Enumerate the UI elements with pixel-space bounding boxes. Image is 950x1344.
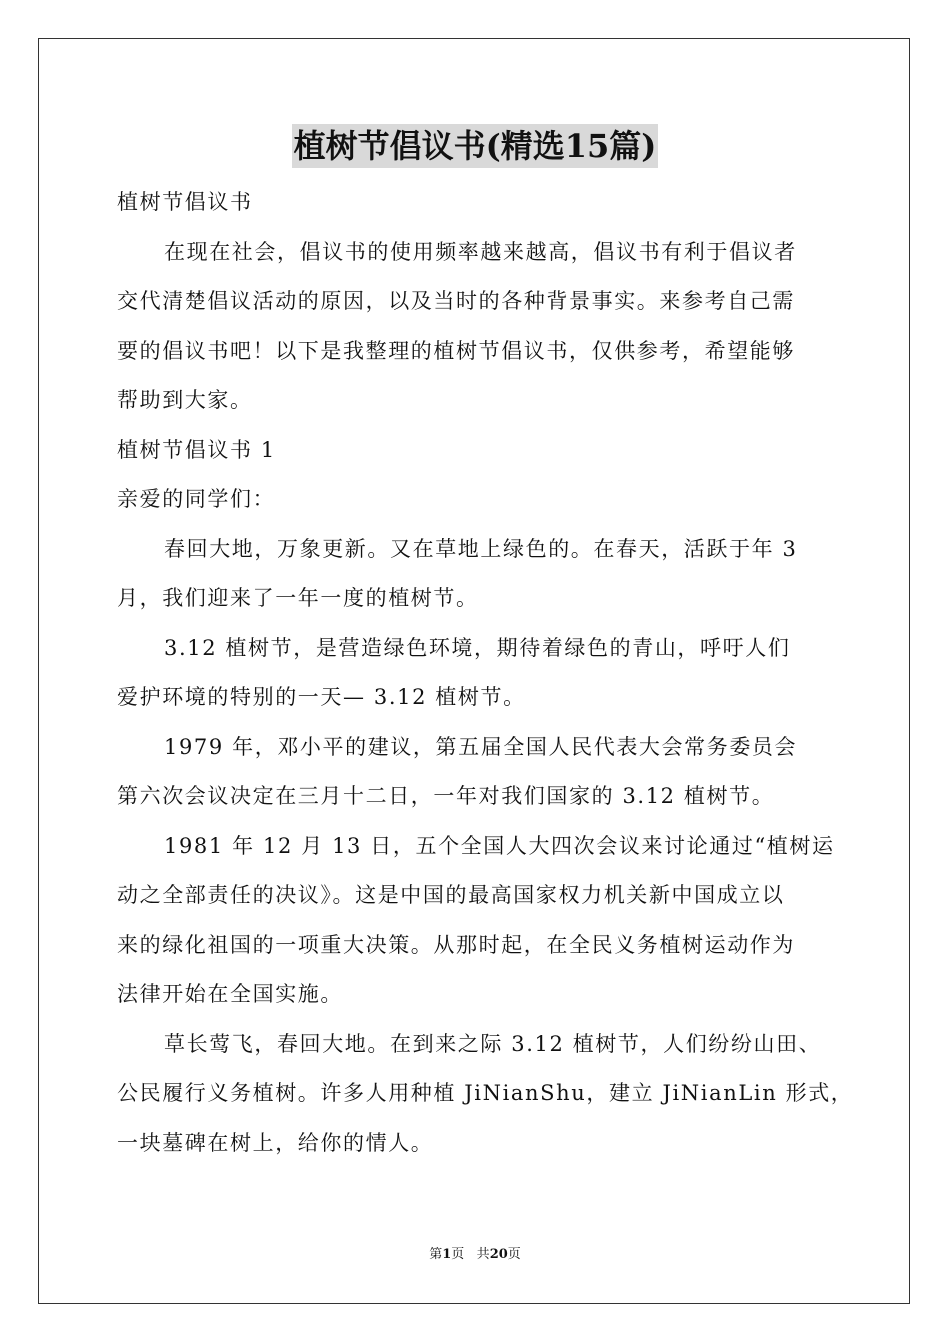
footer-prefix: 第: [429, 1247, 443, 1262]
footer-total-pages: 20: [489, 1247, 508, 1262]
footer-page-suffix: 页: [451, 1247, 465, 1262]
page-footer: [0, 1245, 950, 1265]
footer-current-page: 1: [442, 1247, 452, 1262]
text-line: 法律开始在全国实施。: [117, 982, 343, 1006]
text-line: 要的倡议书吧！以下是我整理的植树节倡议书，仅供参考，希望能够: [117, 338, 795, 363]
text-line: 爱护环境的特别的一天— 3.12 植树节。: [117, 685, 526, 709]
text-line: 植树节倡议书 1: [117, 437, 276, 462]
footer-total-prefix: 共: [476, 1247, 490, 1262]
text-line: 1981 年 12 月 13 日，五个全国人大四次会议来讨论通过“植树运: [164, 833, 835, 858]
text-line: 在现在社会，倡议书的使用频率越来越高，倡议书有利于倡议者: [164, 239, 797, 264]
text-line: 动之全部责任的决议》。这是中国的最高国家权力机关新中国成立以: [117, 883, 785, 907]
text-line: 公民履行义务植树。许多人用种植 JiNianShu，建立 JiNianLin 形式，: [117, 1081, 854, 1105]
document-body: [117, 178, 854, 1168]
text-line: 来的绿化祖国的一项重大决策。从那时起，在全民义务植树运动作为: [117, 932, 795, 957]
text-line: 一块墓碑在树上，给你的情人。: [117, 1130, 434, 1155]
text-line: 帮助到大家。: [117, 388, 253, 412]
document-title: 植树节倡议书(精选15篇): [292, 124, 659, 168]
text-line: 3.12 植树节，是营造绿色环境，期待着绿色的青山，呼吁人们: [164, 635, 791, 660]
text-line: 1979 年，邓小平的建议，第五届全国人民代表大会常务委员会: [164, 734, 798, 759]
text-line: 第六次会议决定在三月十二日，一年对我们国家的 3.12 植树节。: [117, 784, 775, 808]
title-container: [0, 124, 950, 168]
text-line: 亲爱的同学们：: [117, 487, 276, 511]
text-line: 月，我们迎来了一年一度的植树节。: [117, 586, 479, 610]
footer-total-suffix: 页: [507, 1247, 521, 1262]
text-line: 春回大地，万象更新。又在草地上绿色的。在春天，活跃于年 3: [164, 536, 798, 561]
text-line: 植树节倡议书: [117, 190, 253, 214]
text-line: 交代清楚倡议活动的原因，以及当时的各种背景事实。来参考自己需: [117, 289, 795, 313]
text-line: 草长莺飞，春回大地。在到来之际 3.12 植树节，人们纷纷山田、: [164, 1031, 822, 1056]
